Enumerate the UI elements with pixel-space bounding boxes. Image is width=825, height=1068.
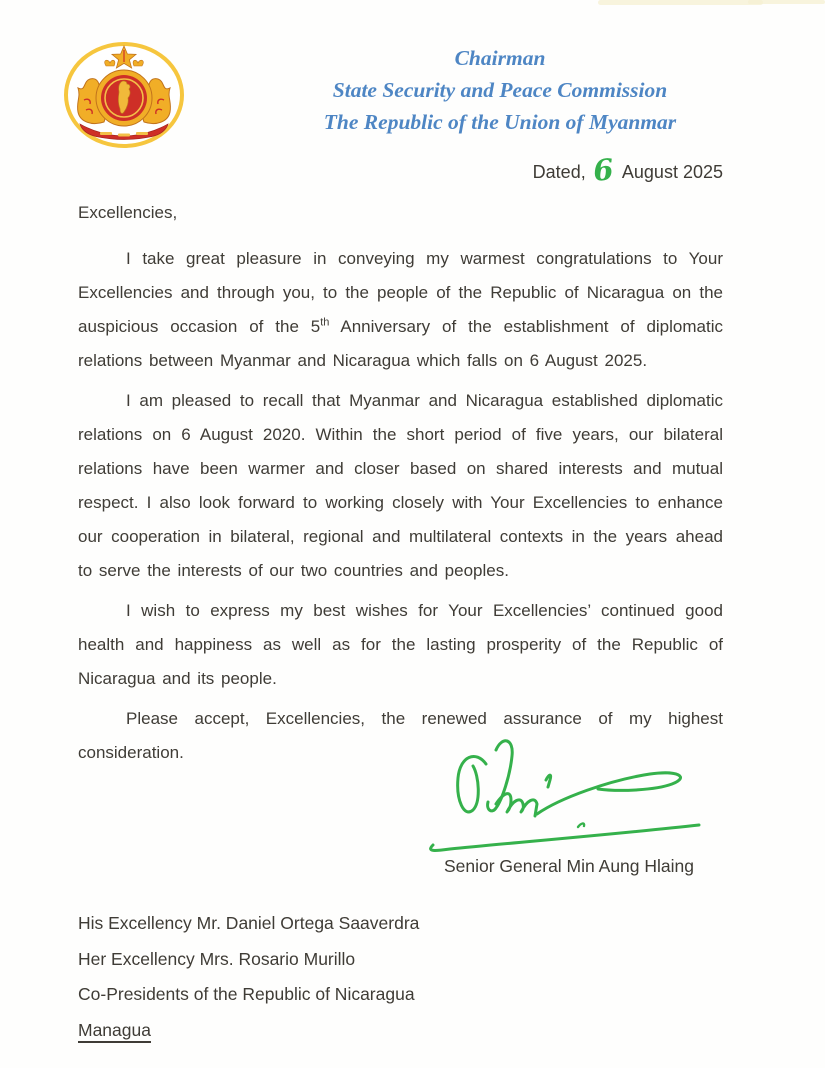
handwritten-day: 6 [591,152,615,188]
signature-block [418,730,720,877]
paragraph-2: I am pleased to recall that Myanmar and Nicaragua established diplomatic relations on 6 August 2020. Within the short period of five years, our bilateral relations have been warmer and closer based on shared interests and mutual respect. I also look forward to working closely with Your Excellencies to enhance our cooperation in bilateral, regional and multilateral contexts in the years ahead to serve the interests of our two countries and peoples. [78,391,723,580]
date-label: Dated, [532,162,586,182]
date-month-year: August 2025 [621,162,723,182]
scan-smudge [748,0,825,4]
paragraph-1-text: I take great pleasure in conveying my warmest congratulations to Your Excellencies and through you, to the people of the Republic of Nicaragua on the auspicious occasion of the 5 [78,249,723,336]
letter-body [78,196,723,776]
recipient-city: Managua [78,1019,151,1040]
dateline [0,150,723,190]
paragraph-1 [78,242,723,378]
recipient-line: Her Excellency Mrs. Rosario Murillo [78,948,356,969]
myanmar-state-seal-icon [62,40,186,150]
salutation: Excellencies, [78,203,178,222]
recipient-address-block [78,906,419,1048]
recipient-line: Co-Presidents of the Republic of Nicaragua [78,984,415,1004]
recipient-line: His Excellency Mr. Daniel Ortega Saaverdra [78,913,420,933]
paragraph-4: Please accept, Excellencies, the renewed assurance of my highest consideration. [78,709,723,762]
letterhead-title: Chairman [454,46,546,70]
signatory-name: Senior General Min Aung Hlaing [443,856,694,876]
letterhead-country: The Republic of the Union of Myanmar [323,110,677,134]
scan-smudge [598,0,763,5]
letterhead-commission: State Security and Peace Commission [332,78,668,102]
paragraph-3: I wish to express my best wishes for Your Excellencies’ continued good health and happiness as well as for the lasting prosperity of the Republic of Nicaragua and its people. [78,601,723,688]
letterhead [290,42,710,138]
handwritten-signature-icon [418,730,720,854]
ordinal-superscript: th [320,316,330,329]
paragraph-1-text: Anniversary of the establishment of diplomatic relations between Myanmar and Nicaragua which falls on 6 August 2025. [78,317,723,370]
